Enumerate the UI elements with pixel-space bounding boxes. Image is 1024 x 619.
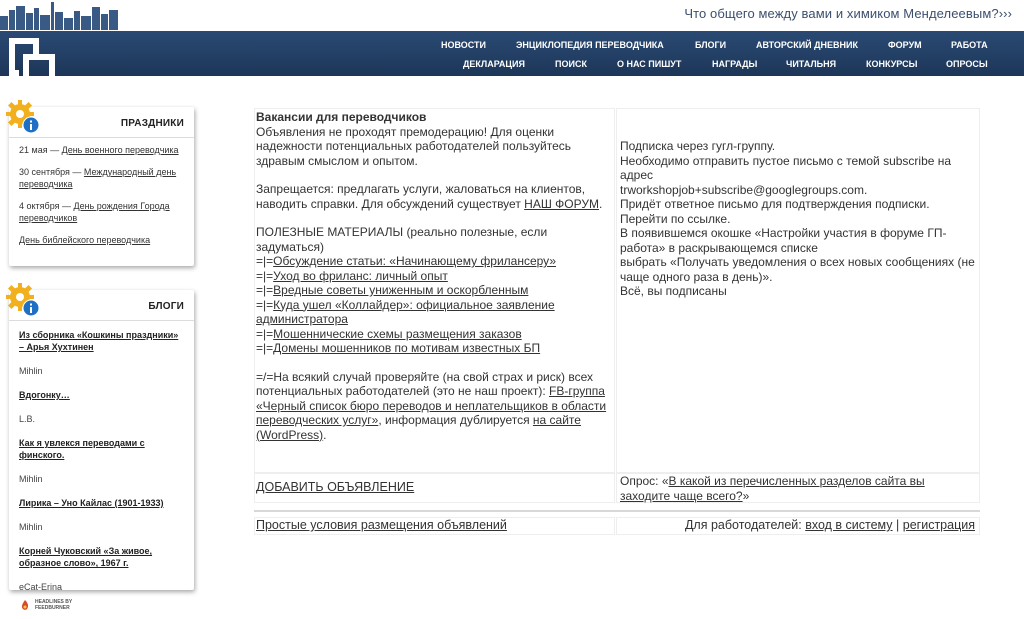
- holiday-link[interactable]: Международный день переводчика: [19, 167, 177, 189]
- blog-author: Mihlin: [19, 474, 43, 484]
- blog-author: eCat-Erina: [19, 582, 63, 592]
- pipe-separator: |: [892, 518, 903, 532]
- holiday-item: [19, 166, 184, 190]
- vacancies-info-cell: [254, 108, 615, 473]
- useful-link[interactable]: Обсуждение статьи: «Начинающему фрилансеру»: [273, 254, 556, 268]
- useful-link[interactable]: Домены мошенников по мотивам известных БП: [273, 341, 541, 355]
- check-text: [256, 370, 613, 443]
- blog-author: Mihlin: [19, 366, 43, 376]
- nav-contests[interactable]: КОНКУРСЫ: [866, 59, 918, 69]
- useful-prefix: =|=: [256, 268, 274, 283]
- nav-work[interactable]: РАБОТА: [951, 40, 988, 50]
- holiday-date: 4 октября —: [19, 201, 74, 211]
- nav-author-diary[interactable]: АВТОРСКИЙ ДНЕВНИК: [756, 40, 859, 50]
- site-logo-icon[interactable]: [9, 38, 57, 84]
- register-link[interactable]: регистрация: [902, 518, 975, 532]
- subscribe-line: В появившемся окошке «Настройки участия в форуме ГП-работа» в раскрывающемся списке: [620, 226, 947, 255]
- useful-prefix: =|=: [256, 254, 274, 268]
- dup-label: , информация дублируется: [378, 413, 533, 427]
- wordpress-link[interactable]: на сайте (WordPress): [256, 413, 581, 442]
- login-link[interactable]: вход в систему: [805, 518, 893, 532]
- feedburner-label: HEADLINES BY FEEDBURNER: [35, 599, 73, 611]
- conditions-cell: [254, 517, 615, 535]
- poll-label: Опрос: «: [620, 474, 669, 488]
- blog-post-link[interactable]: Корней Чуковский «За живое, образное слово», 1967 г.: [19, 546, 153, 568]
- poll-link[interactable]: В какой из перечисленных разделов сайта вы заходите чаще всего?: [620, 474, 925, 503]
- add-ad-cell: [254, 473, 615, 503]
- useful-item: [256, 341, 613, 356]
- blog-post-link[interactable]: Как я увлекся переводами с финского.: [19, 438, 145, 460]
- nav-polls[interactable]: ОПРОСЫ: [946, 59, 988, 69]
- forum-link[interactable]: НАШ ФОРУМ: [524, 196, 599, 211]
- page-title: Вакансии для переводчиков: [256, 110, 427, 124]
- useful-link[interactable]: Уход во фриланс: личный опыт: [273, 268, 448, 283]
- nav-awards[interactable]: НАГРАДЫ: [712, 59, 758, 69]
- top-bar: [0, 0, 1024, 31]
- useful-item: [256, 283, 613, 298]
- holidays-header: [9, 107, 194, 137]
- nav-encyclopedia[interactable]: ЭНЦИКЛОПЕДИЯ ПЕРЕВОДЧИКА: [516, 40, 664, 50]
- useful-prefix: =|=: [256, 297, 274, 312]
- dup-end: .: [323, 427, 327, 442]
- subscribe-line: Подписка через гугл-группу.: [620, 139, 776, 153]
- useful-item: [256, 269, 613, 284]
- holiday-item: [19, 234, 184, 246]
- holiday-item: [19, 200, 184, 224]
- useful-item: [256, 298, 613, 327]
- holiday-date: 30 сентября —: [19, 167, 84, 177]
- blogs-list: [9, 320, 194, 619]
- poll-cell: [616, 473, 980, 503]
- nav-blogs[interactable]: БЛОГИ: [695, 40, 727, 50]
- intro-text: Объявления не проходят премодерацию! Для оценки надежности потенциальных работодателей пользуйтесь здравым смыслом и опытом.: [256, 124, 572, 168]
- blog-post-link[interactable]: Вдогонку…: [19, 390, 70, 400]
- useful-prefix: =|=: [256, 341, 274, 355]
- gear-info-icon: [5, 282, 41, 318]
- conditions-link[interactable]: Простые условия размещения объявлений: [256, 518, 507, 532]
- subscribe-line: trworkshopjob+subscribe@googlegroups.com.: [620, 182, 868, 197]
- holiday-link[interactable]: День библейского переводчика: [19, 235, 151, 245]
- city-skyline-icon: [0, 2, 120, 30]
- nav-news[interactable]: НОВОСТИ: [441, 40, 487, 50]
- subscribe-line: выбрать «Получать уведомления о всех новых сообщениях (не чаще одного раза в день)».: [620, 255, 975, 284]
- blogs-header: [9, 290, 194, 320]
- employers-cell: [616, 517, 980, 535]
- blog-post-link[interactable]: Из сборника «Кошкины праздники» – Арья Хухтинен: [19, 330, 179, 352]
- nav-forum[interactable]: ФОРУМ: [888, 40, 922, 50]
- useful-prefix: =|=: [256, 283, 274, 297]
- holiday-item: [19, 144, 184, 156]
- useful-heading: ПОЛЕЗНЫЕ МАТЕРИАЛЫ (реально полезные, если задуматься): [256, 225, 548, 254]
- employers-label: Для работодателей:: [684, 518, 806, 532]
- blogs-widget: [9, 290, 194, 611]
- main-navigation: [0, 31, 1024, 76]
- subscribe-line: Придёт ответное письмо для подтверждения подписки. Перейти по ссылке.: [620, 197, 930, 226]
- holiday-link[interactable]: День военного переводчика: [61, 145, 179, 155]
- divider: [254, 510, 980, 512]
- nav-press[interactable]: О НАС ПИШУТ: [617, 59, 682, 69]
- blog-author: L.B.: [19, 414, 36, 424]
- holidays-list: [9, 137, 194, 264]
- useful-item: [256, 254, 613, 269]
- blog-post-link[interactable]: Лирика – Уно Кайлас (1901-1933): [19, 498, 164, 508]
- gear-info-icon: [5, 99, 41, 135]
- check-label: =/=На всякий случай проверяйте (на свой страх и риск) всех потенциальных работодателей (это не наш проект):: [256, 369, 593, 398]
- forbidden-label: Запрещается: предлагать услуги, жаловаться на клиентов, наводить справки. Для обсуждений существует: [256, 182, 586, 211]
- nav-declaration[interactable]: ДЕКЛАРАЦИЯ: [463, 59, 525, 69]
- useful-link[interactable]: Вредные советы униженным и оскорбленным: [273, 283, 529, 297]
- subscribe-line: Всё, вы подписаны: [620, 284, 727, 298]
- nav-search[interactable]: ПОИСК: [555, 59, 587, 69]
- promo-link[interactable]: Что общего между вами и химиком Менделеевым?›››: [684, 6, 1012, 21]
- useful-prefix: =|=: [256, 326, 274, 341]
- useful-link[interactable]: Куда ушел «Коллайдер»: официальное заявление администратора: [256, 297, 555, 326]
- forbidden-text: Запрещается: предлагать услуги, жаловаться на клиентов, наводить справки. Для обсуждений существует НАШ ФОРУМ.: [256, 182, 603, 211]
- add-ad-link[interactable]: ДОБАВИТЬ ОБЪЯВЛЕНИЕ: [256, 480, 415, 494]
- holiday-link[interactable]: День рождения Города переводчиков: [19, 201, 170, 223]
- poll-suffix: »: [742, 488, 750, 503]
- subscribe-line: Необходимо отправить пустое письмо с темой subscribe на адрес: [620, 153, 952, 182]
- holidays-title: ПРАЗДНИКИ: [120, 118, 184, 129]
- useful-link[interactable]: Мошеннические схемы размещения заказов: [273, 326, 522, 341]
- feedburner-badge[interactable]: [19, 599, 184, 611]
- blog-author: Mihlin: [19, 522, 43, 532]
- subscribe-cell: [616, 108, 980, 473]
- fb-blacklist-link[interactable]: FB-группа «Черный список бюро переводов и неплательщиков в области переводческих услуг»: [256, 384, 607, 427]
- nav-reading-room[interactable]: ЧИТАЛЬНЯ: [786, 59, 837, 69]
- holidays-widget: [9, 107, 194, 266]
- blogs-title: БЛОГИ: [148, 301, 184, 312]
- feedburner-icon: [19, 599, 31, 611]
- useful-item: [256, 327, 613, 342]
- holiday-date: 21 мая —: [19, 145, 62, 155]
